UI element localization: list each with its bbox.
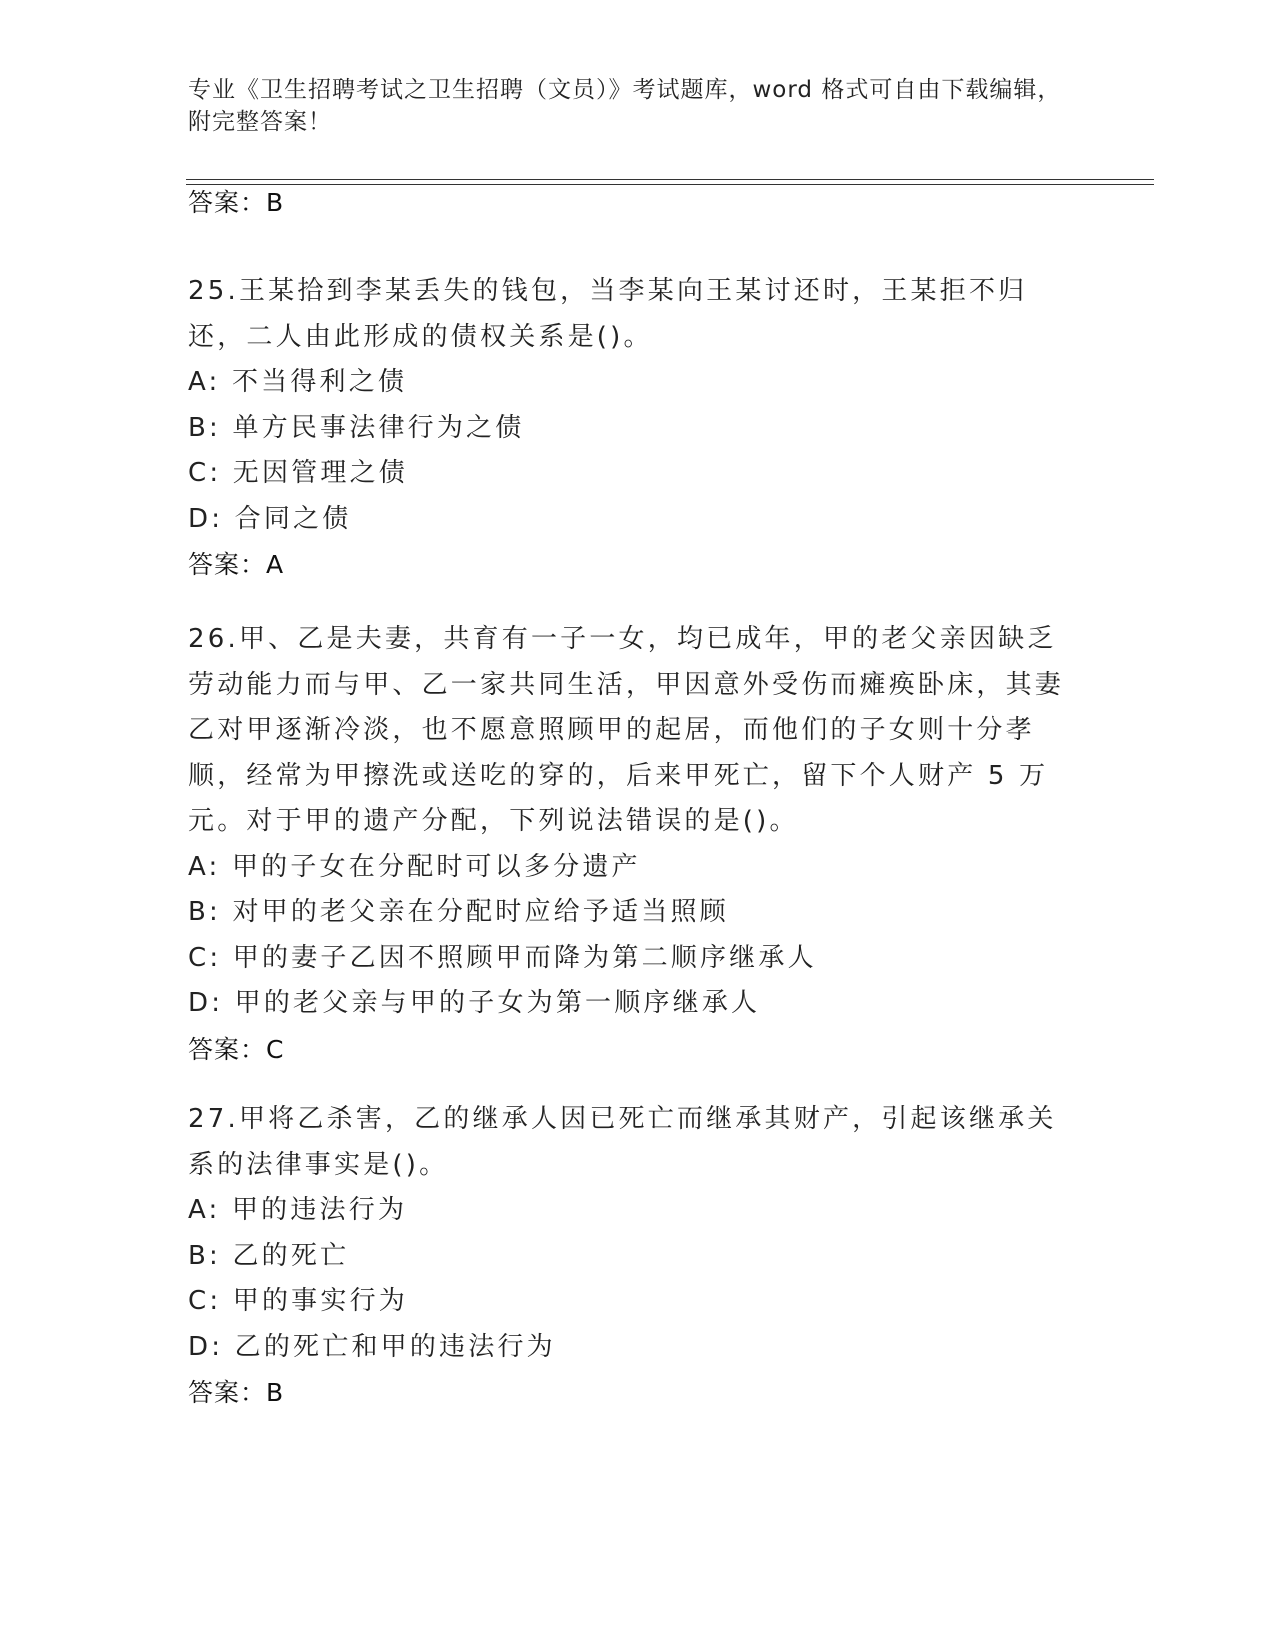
question-stem: 25.王某拾到李某丢失的钱包，当李某向王某讨还时，王某拒不归还，二人由此形成的债权关系是()。 (188, 276, 1028, 352)
option-d: D: 甲的老父亲与甲的子女为第一顺序继承人 (188, 988, 761, 1018)
header-rule-top (186, 179, 1154, 180)
question-answer: 答案：A (188, 550, 285, 579)
option-c: C: 甲的事实行为 (188, 1286, 408, 1316)
option-d: D: 合同之债 (188, 503, 352, 534)
option-a: A: 甲的违法行为 (188, 1195, 408, 1225)
question-answer: 答案：C (188, 1034, 285, 1064)
question-stem: 27.甲将乙杀害，乙的继承人因已死亡而继承其财产，引起该继承关系的法律事实是()。 (188, 1104, 1057, 1180)
question-answer: 答案：B (188, 1378, 285, 1407)
question-26 (188, 617, 1078, 1072)
document-header: 专业《卫生招聘考试之卫生招聘（文员）》考试题库，word 格式可自由下载编辑，附完整答案！ (188, 77, 1062, 135)
option-c: C: 甲的妻子乙因不照顾甲而降为第二顺序继承人 (188, 942, 817, 973)
option-d: D: 乙的死亡和甲的违法行为 (188, 1331, 556, 1362)
option-b: B: 单方民事法律行为之债 (188, 412, 525, 443)
option-b: B: 对甲的老父亲在分配时应给予适当照顾 (188, 897, 729, 927)
option-a: A: 不当得利之债 (188, 367, 408, 397)
option-c: C: 无因管理之债 (188, 458, 408, 488)
header-rule-bottom (186, 184, 1154, 185)
question-25 (188, 269, 1078, 588)
option-b: B: 乙的死亡 (188, 1240, 350, 1271)
question-27 (188, 1097, 1078, 1416)
option-a: A: 甲的子女在分配时可以多分遗产 (188, 851, 641, 882)
previous-question-answer: 答案：B (188, 188, 285, 217)
question-stem: 26.甲、乙是夫妻，共育有一子一女，均已成年，甲的老父亲因缺乏劳动能力而与甲、乙一家共同生活，甲因意外受伤而瘫痪卧床，其妻乙对甲逐渐冷淡，也不愿意照顾甲的起居，而他们的子女则十分孝顺，经常为甲擦洗或送吃的穿的，后来甲死亡，留下个人财产 5 万元。对于甲的遗产分配，下列说法错误的是()。 (188, 624, 1065, 836)
